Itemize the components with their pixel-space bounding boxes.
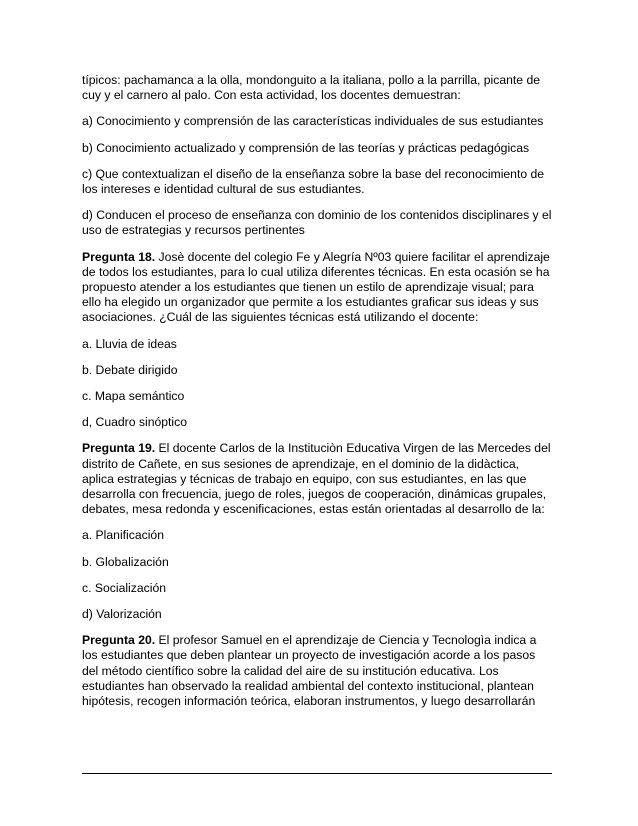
q19-option-c: c. Socialización: [82, 580, 166, 595]
q18-option-a: a. Lluvia de ideas: [82, 336, 177, 351]
q19-option-b: b. Globalización: [82, 554, 169, 569]
q17-option-d: d) Conducen el proceso de enseñanza con dominio de los contenidos disciplinares y el uso de estrategias y recursos pertinentes: [82, 208, 552, 238]
q17-option-b: b) Conocimiento actualizado y comprensión de las teorías y prácticas pedagógicas: [82, 140, 530, 155]
question-19-label: Pregunta 19.: [82, 441, 156, 456]
question-20-text: El profesor Samuel en el aprendizaje de Ciencia y Tecnologìa indica a los estudiantes que deben plantear un proyecto de investigación acorde a los pasos del método científico sobre la calidad del aire de su institución educativa. Los estudiantes han observado la realidad ambiental del contexto institucional, plantean hipótesis, recogen información teórica, elaboran instrumentos, y luego desarrollarán: [82, 633, 537, 709]
q17-option-c: c) Que contextualizan el diseño de la enseñanza sobre la base del reconocimiento de los intereses e identidad cultural de sus estudiantes.: [82, 166, 545, 197]
footer-rule: [82, 773, 552, 774]
question-18: [82, 250, 554, 326]
q19-option-d: d) Valorización: [82, 607, 162, 622]
q17-option-a: a) Conocimiento y comprensión de las características individuales de sus estudiantes: [82, 114, 544, 129]
q17-stem-continuation: típicos: pachamanca a la olla, mondonguito a la italiana, pollo a la parrilla, picante de cuy y el carnero al palo. Con esta actividad, los docentes demuestran:: [82, 73, 540, 103]
q18-option-d: d, Cuadro sinóptico: [82, 415, 188, 430]
question-20-label: Pregunta 20.: [82, 633, 156, 648]
q19-option-a: a. Planificación: [82, 528, 164, 543]
question-20: [82, 633, 554, 709]
q18-option-c: c. Mapa semántico: [82, 389, 185, 404]
question-18-label: Pregunta 18.: [82, 249, 156, 264]
question-19-text: El docente Carlos de la Instituciòn Educativa Virgen de las Mercedes del distrito de Cañete, en sus sesiones de aprendizaje, en el dominio de la didàctica, aplica estrategias y técnicas de trabajo en equipo, con sus estudiantes, en las que desarrolla con frecuencia, juego de roles, juegos de cooperación, dinámicas grupales, debates, mesa redonda y escenificaciones, estas están orientadas al desarrollo de la:: [82, 441, 551, 517]
q18-option-b: b. Debate dirigido: [82, 362, 178, 377]
document-page: [82, 73, 554, 720]
question-19: [82, 441, 554, 517]
question-18-text: Josè docente del colegio Fe y Alegría Nº03 quiere facilitar el aprendizaje de todos los estudiantes, para lo cual utiliza diferentes técnicas. En esta ocasión se ha propuesto atender a los estudiantes que tienen un estilo de aprendizaje visual; para ello ha elegido un organizador que permite a los estudiantes graficar sus ideas y sus asociaciones. ¿Cuál de las siguientes técnicas está utilizando el docente:: [82, 249, 550, 325]
